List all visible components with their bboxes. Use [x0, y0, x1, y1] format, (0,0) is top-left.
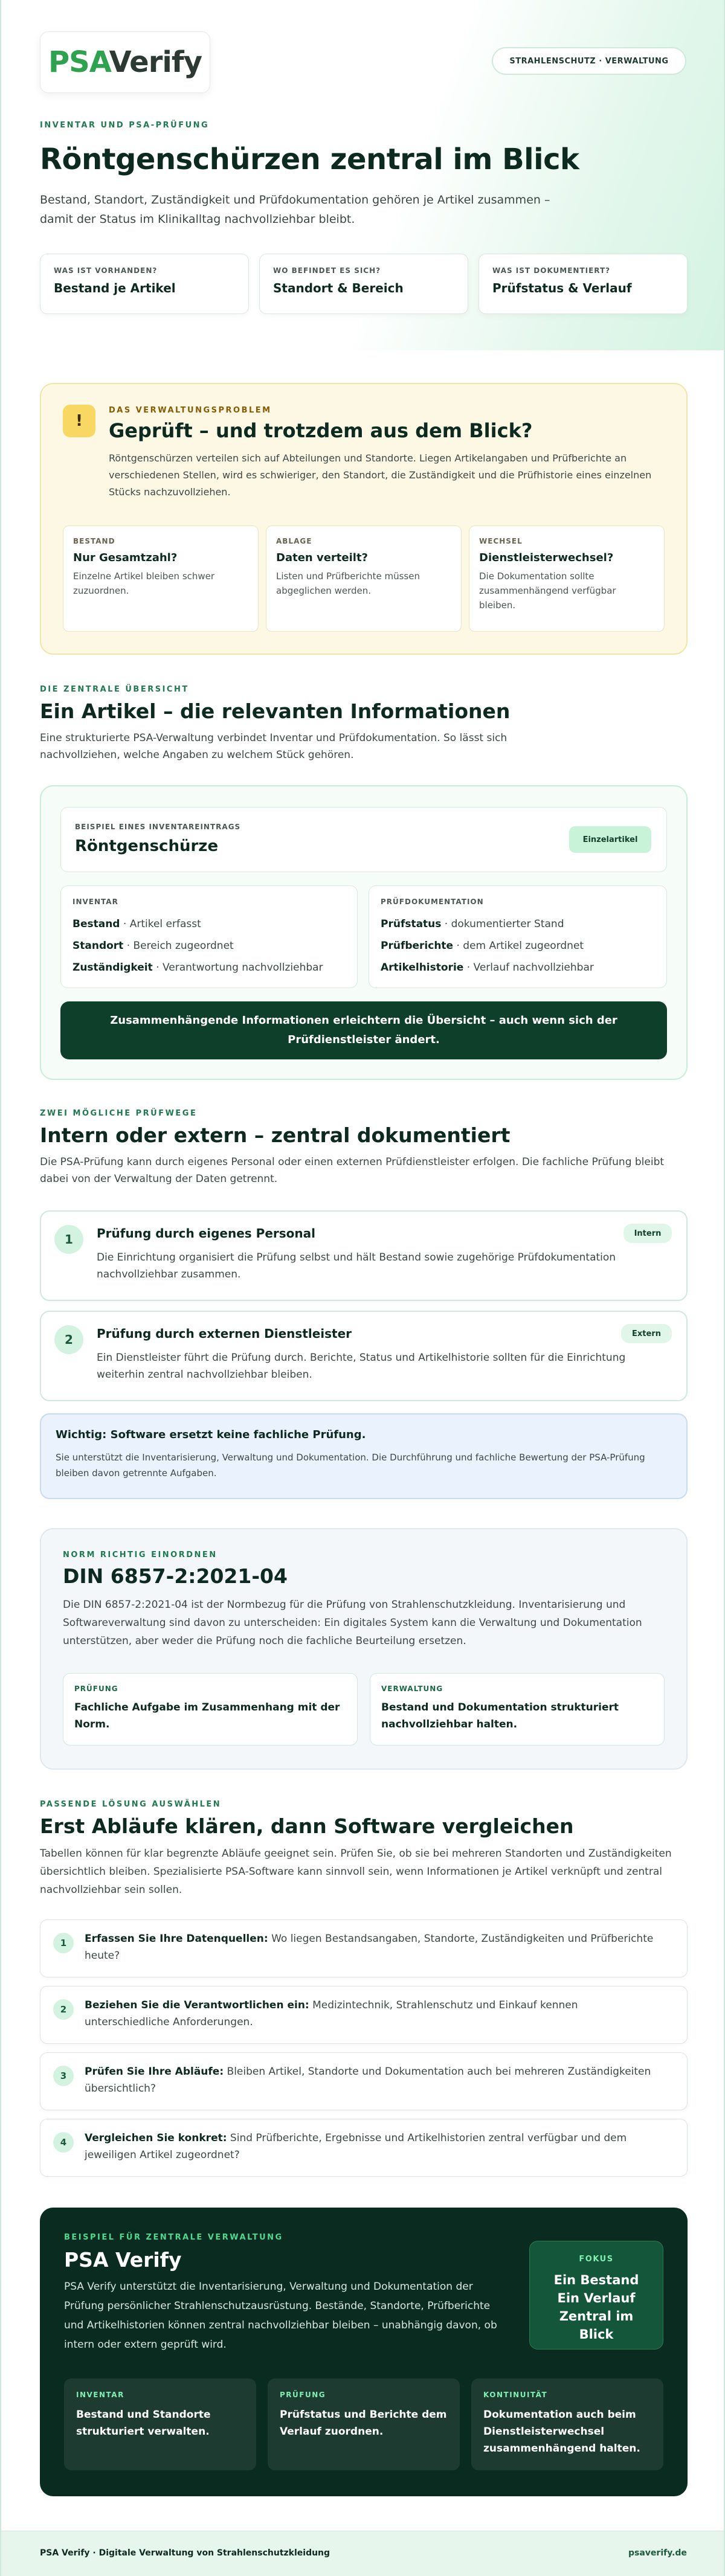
- promo-card-text: Prüfstatus und Berichte dem Verlauf zuordnen.: [280, 2409, 447, 2438]
- norm-card-pruefung: [63, 1673, 358, 1746]
- norm-text: Die DIN 6857-2:2021-04 ist der Normbezug für die Prüfung von Strahlenschutzkleidung. Inventarisierung und Softwareverwaltung sind davon zu unterscheiden: Ein digitales System kann die Verwaltung und Dokumentation unterstützen, aber weder die Prüfung noch die fachliche Beurteilung ersetzen.: [63, 1599, 642, 1647]
- list-number: 4: [53, 2132, 74, 2153]
- promo-title: PSA Verify: [64, 2248, 182, 2272]
- list-item-text: Beziehen Sie die Verantwortlichen ein: Medizintechnik, Strahlenschutz und Einkauf kennen unterschiedliche Anforderungen.: [85, 1999, 578, 2028]
- problem-card-label: BESTAND: [73, 537, 115, 545]
- overview-eyebrow: DIE ZENTRALE ÜBERSICHT: [40, 685, 189, 694]
- example-label: BEISPIEL EINES INVENTAREINTRAGS: [75, 823, 241, 831]
- problem-card-title: Daten verteilt?: [276, 551, 368, 564]
- header-nav-pill[interactable]: STRAHLENSCHUTZ · VERWALTUNG: [492, 47, 686, 75]
- hero-card-bestand: [40, 254, 249, 314]
- step-tag: Extern: [621, 1324, 672, 1343]
- hero-eyebrow: INVENTAR UND PSA-PRÜFUNG: [40, 121, 210, 130]
- pruefwege-text: Die PSA-Prüfung kann durch eigenes Personal oder einen externen Prüfdienstleister erfolgen. Die fachliche Prüfung bleibt dabei von der Verwaltung der Daten getrennt.: [40, 1156, 665, 1185]
- problem-card-title: Dienstleisterwechsel?: [479, 551, 614, 564]
- inventar-row: Standort · Bereich zugeordnet: [72, 940, 234, 952]
- footer-link[interactable]: psaverify.de: [628, 2548, 687, 2558]
- hero-lead: Bestand, Standort, Zuständigkeit und Prüfdokumentation gehören je Artikel zusammen – damit der Status im Klinikalltag nachvollziehbar bleibt.: [40, 193, 550, 226]
- step-text: Die Einrichtung organisiert die Prüfung selbst und hält Bestand sowie zugehörige Prüfdokumentation nachvollziehbar zusammen.: [97, 1251, 616, 1280]
- list-number: 1: [53, 1933, 74, 1953]
- promo-eyebrow: BEISPIEL FÜR ZENTRALE VERWALTUNG: [64, 2233, 283, 2242]
- example-tag: Einzelartikel: [569, 826, 651, 853]
- problem-card-text: Listen und Prüfberichte müssen abgeglichen werden.: [276, 571, 420, 596]
- inventar-row: Zuständigkeit · Verantwortung nachvollziehbar: [72, 962, 323, 974]
- problem-title: Geprüft – und trotzdem aus dem Blick?: [109, 419, 533, 442]
- hero-card-standort: [259, 254, 468, 314]
- problem-card-ablage: [266, 525, 462, 632]
- pruefdoku-row: Prüfstatus · dokumentierter Stand: [381, 918, 564, 930]
- focus-label: FOKUS: [579, 2255, 614, 2264]
- norm-card-text: Fachliche Aufgabe im Zusammenhang mit der Norm.: [74, 1701, 340, 1730]
- loesung-text: Tabellen können für klar begrenzte Abläufe geeignet sein. Prüfen Sie, ob sie bei mehreren Standorten und Zuständigkeiten übersichtlich bleiben. Spezialisierte PSA-Software kann sinnvoll sein, wenn Informationen je Artikel verknüpft und zentral nachvollziehbar sein sollen.: [40, 1848, 672, 1896]
- pruefdoku-label: PRÜFDOKUMENTATION: [381, 898, 484, 906]
- problem-card-wechsel: [469, 525, 665, 632]
- hero-card-label: WAS IST DOKUMENTIERT?: [492, 266, 611, 275]
- promo-card-text: Dokumentation auch beim Dienstleisterwechsel zusammenhängend halten.: [483, 2409, 640, 2455]
- overview-title: Ein Artikel – die relevanten Informationen: [40, 699, 511, 723]
- promo-card-label: PRÜFUNG: [280, 2391, 326, 2399]
- step-title: Prüfung durch externen Dienstleister: [97, 1326, 352, 1341]
- problem-card-text: Einzelne Artikel bleiben schwer zuzuordnen.: [73, 571, 215, 596]
- example-title: Röntgenschürze: [75, 837, 219, 855]
- list-number: 3: [53, 2066, 74, 2086]
- list-item-text: Vergleichen Sie konkret: Sind Prüfberichte, Ergebnisse und Artikelhistorien zentral verfügbar und dem jeweiligen Artikel zugeordnet?: [85, 2132, 627, 2161]
- overview-text: Eine strukturierte PSA-Verwaltung verbindet Inventar und Prüfdokumentation. So lässt sich nachvollziehen, welche Angaben zu welchem Stück gehören.: [40, 732, 507, 761]
- hero-card-value: Prüfstatus & Verlauf: [492, 281, 632, 295]
- pruefdoku-row: Artikelhistorie · Verlauf nachvollziehbar: [381, 962, 594, 974]
- norm-card-label: VERWALTUNG: [381, 1685, 443, 1693]
- promo-text: PSA Verify unterstützt die Inventarisierung, Verwaltung und Dokumentation der Prüfung persönlicher Strahlenschutzausrüstung. Bestände, Standorte, Prüfberichte und Artikelhistorien können zentral nachvollziehbar bleiben – unabhängig davon, ob intern oder extern geprüft wird.: [64, 2281, 497, 2351]
- step-number: 1: [54, 1225, 83, 1254]
- step-number: 2: [54, 1325, 83, 1354]
- hero-card-value: Standort & Bereich: [273, 281, 404, 295]
- norm-card-verwaltung: [370, 1673, 665, 1746]
- problem-card-title: Nur Gesamtzahl?: [73, 551, 178, 564]
- list-number: 2: [53, 1999, 74, 2020]
- logo[interactable]: [40, 31, 210, 93]
- pruefdoku-row: Prüfberichte · dem Artikel zugeordnet: [381, 940, 584, 952]
- inventar-row: Bestand · Artikel erfasst: [72, 918, 201, 930]
- norm-title: DIN 6857-2:2021-04: [63, 1564, 288, 1588]
- list-item-text: Prüfen Sie Ihre Abläufe: Bleiben Artikel, Standorte und Dokumentation auch bei mehreren Zuständigkeiten übersichtlich?: [85, 2066, 651, 2095]
- step-tag: Intern: [624, 1224, 672, 1243]
- hero-card-label: WAS IST VORHANDEN?: [54, 266, 158, 275]
- logo-psa: PSA: [48, 45, 109, 79]
- problem-card-bestand: [63, 525, 259, 632]
- problem-text: Röntgenschürzen verteilen sich auf Abteilungen und Standorte. Liegen Artikelangaben und Prüfberichte an verschiedenen Stellen, wird es schwieriger, den Standort, die Zuständigkeit und die Prüfhistorie eines einzelnen Stücks nachzuvollziehen.: [109, 452, 652, 498]
- step-text: Ein Dienstleister führt die Prüfung durch. Berichte, Status und Artikelhistorie sollten für die Einrichtung weiterhin zentral nachvollziehbar bleiben.: [97, 1352, 626, 1381]
- loesung-eyebrow: PASSENDE LÖSUNG AUSWÄHLEN: [40, 1800, 222, 1809]
- page-title: Röntgenschürzen zentral im Blick: [40, 143, 579, 176]
- norm-card-text: Bestand und Dokumentation strukturiert nachvollziehbar halten.: [381, 1701, 619, 1730]
- step-title: Prüfung durch eigenes Personal: [97, 1226, 315, 1241]
- pruefwege-title: Intern oder extern – zentral dokumentiert: [40, 1123, 511, 1147]
- focus-text: Ein Bestand Ein Verlauf Zentral im Blick: [553, 2273, 639, 2342]
- info-text: Sie unterstützt die Inventarisierung, Verwaltung und Dokumentation. Die Durchführung und fachliche Bewertung der PSA-Prüfung bleiben davon getrennte Aufgaben.: [56, 1452, 645, 1479]
- info-title: Wichtig: Software ersetzt keine fachliche Prüfung.: [56, 1428, 366, 1441]
- footer-text: PSA Verify · Digitale Verwaltung von Strahlenschutzkleidung: [40, 2548, 330, 2558]
- problem-card-label: WECHSEL: [479, 537, 523, 545]
- norm-card-label: PRÜFUNG: [74, 1685, 118, 1693]
- promo-card-label: KONTINUITÄT: [483, 2391, 548, 2399]
- pruefwege-eyebrow: ZWEI MÖGLICHE PRÜFWEGE: [40, 1109, 198, 1118]
- hero-card-label: WO BEFINDET ES SICH?: [273, 266, 381, 275]
- problem-card-text: Die Dokumentation sollte zusammenhängend verfügbar bleiben.: [479, 571, 616, 611]
- logo-verify: Verify: [109, 45, 202, 79]
- overview-banner: Zusammenhängende Informationen erleichtern die Übersicht – auch wenn sich der Prüfdienstleister ändert.: [60, 1001, 667, 1059]
- hero-card-pruefstatus: [478, 254, 688, 314]
- promo-card-pruefung: [268, 2378, 460, 2470]
- promo-card-kontinuitaet: [471, 2378, 663, 2470]
- list-item-text: Erfassen Sie Ihre Datenquellen: Wo liegen Bestandsangaben, Standorte, Zuständigkeiten und Prüfberichte heute?: [85, 1933, 654, 1962]
- promo-card-label: INVENTAR: [76, 2391, 124, 2399]
- loesung-title: Erst Abläufe klären, dann Software vergleichen: [40, 1814, 574, 1838]
- promo-card-text: Bestand und Standorte strukturiert verwalten.: [76, 2409, 211, 2438]
- problem-eyebrow: DAS VERWALTUNGSPROBLEM: [109, 406, 272, 415]
- inventar-label: INVENTAR: [72, 898, 118, 906]
- norm-eyebrow: NORM RICHTIG EINORDNEN: [63, 1550, 218, 1559]
- promo-card-inventar: [64, 2378, 256, 2470]
- hero-card-value: Bestand je Artikel: [54, 281, 176, 295]
- focus-card: [529, 2241, 663, 2350]
- warning-icon: !: [63, 405, 95, 437]
- problem-card-label: ABLAGE: [276, 537, 312, 545]
